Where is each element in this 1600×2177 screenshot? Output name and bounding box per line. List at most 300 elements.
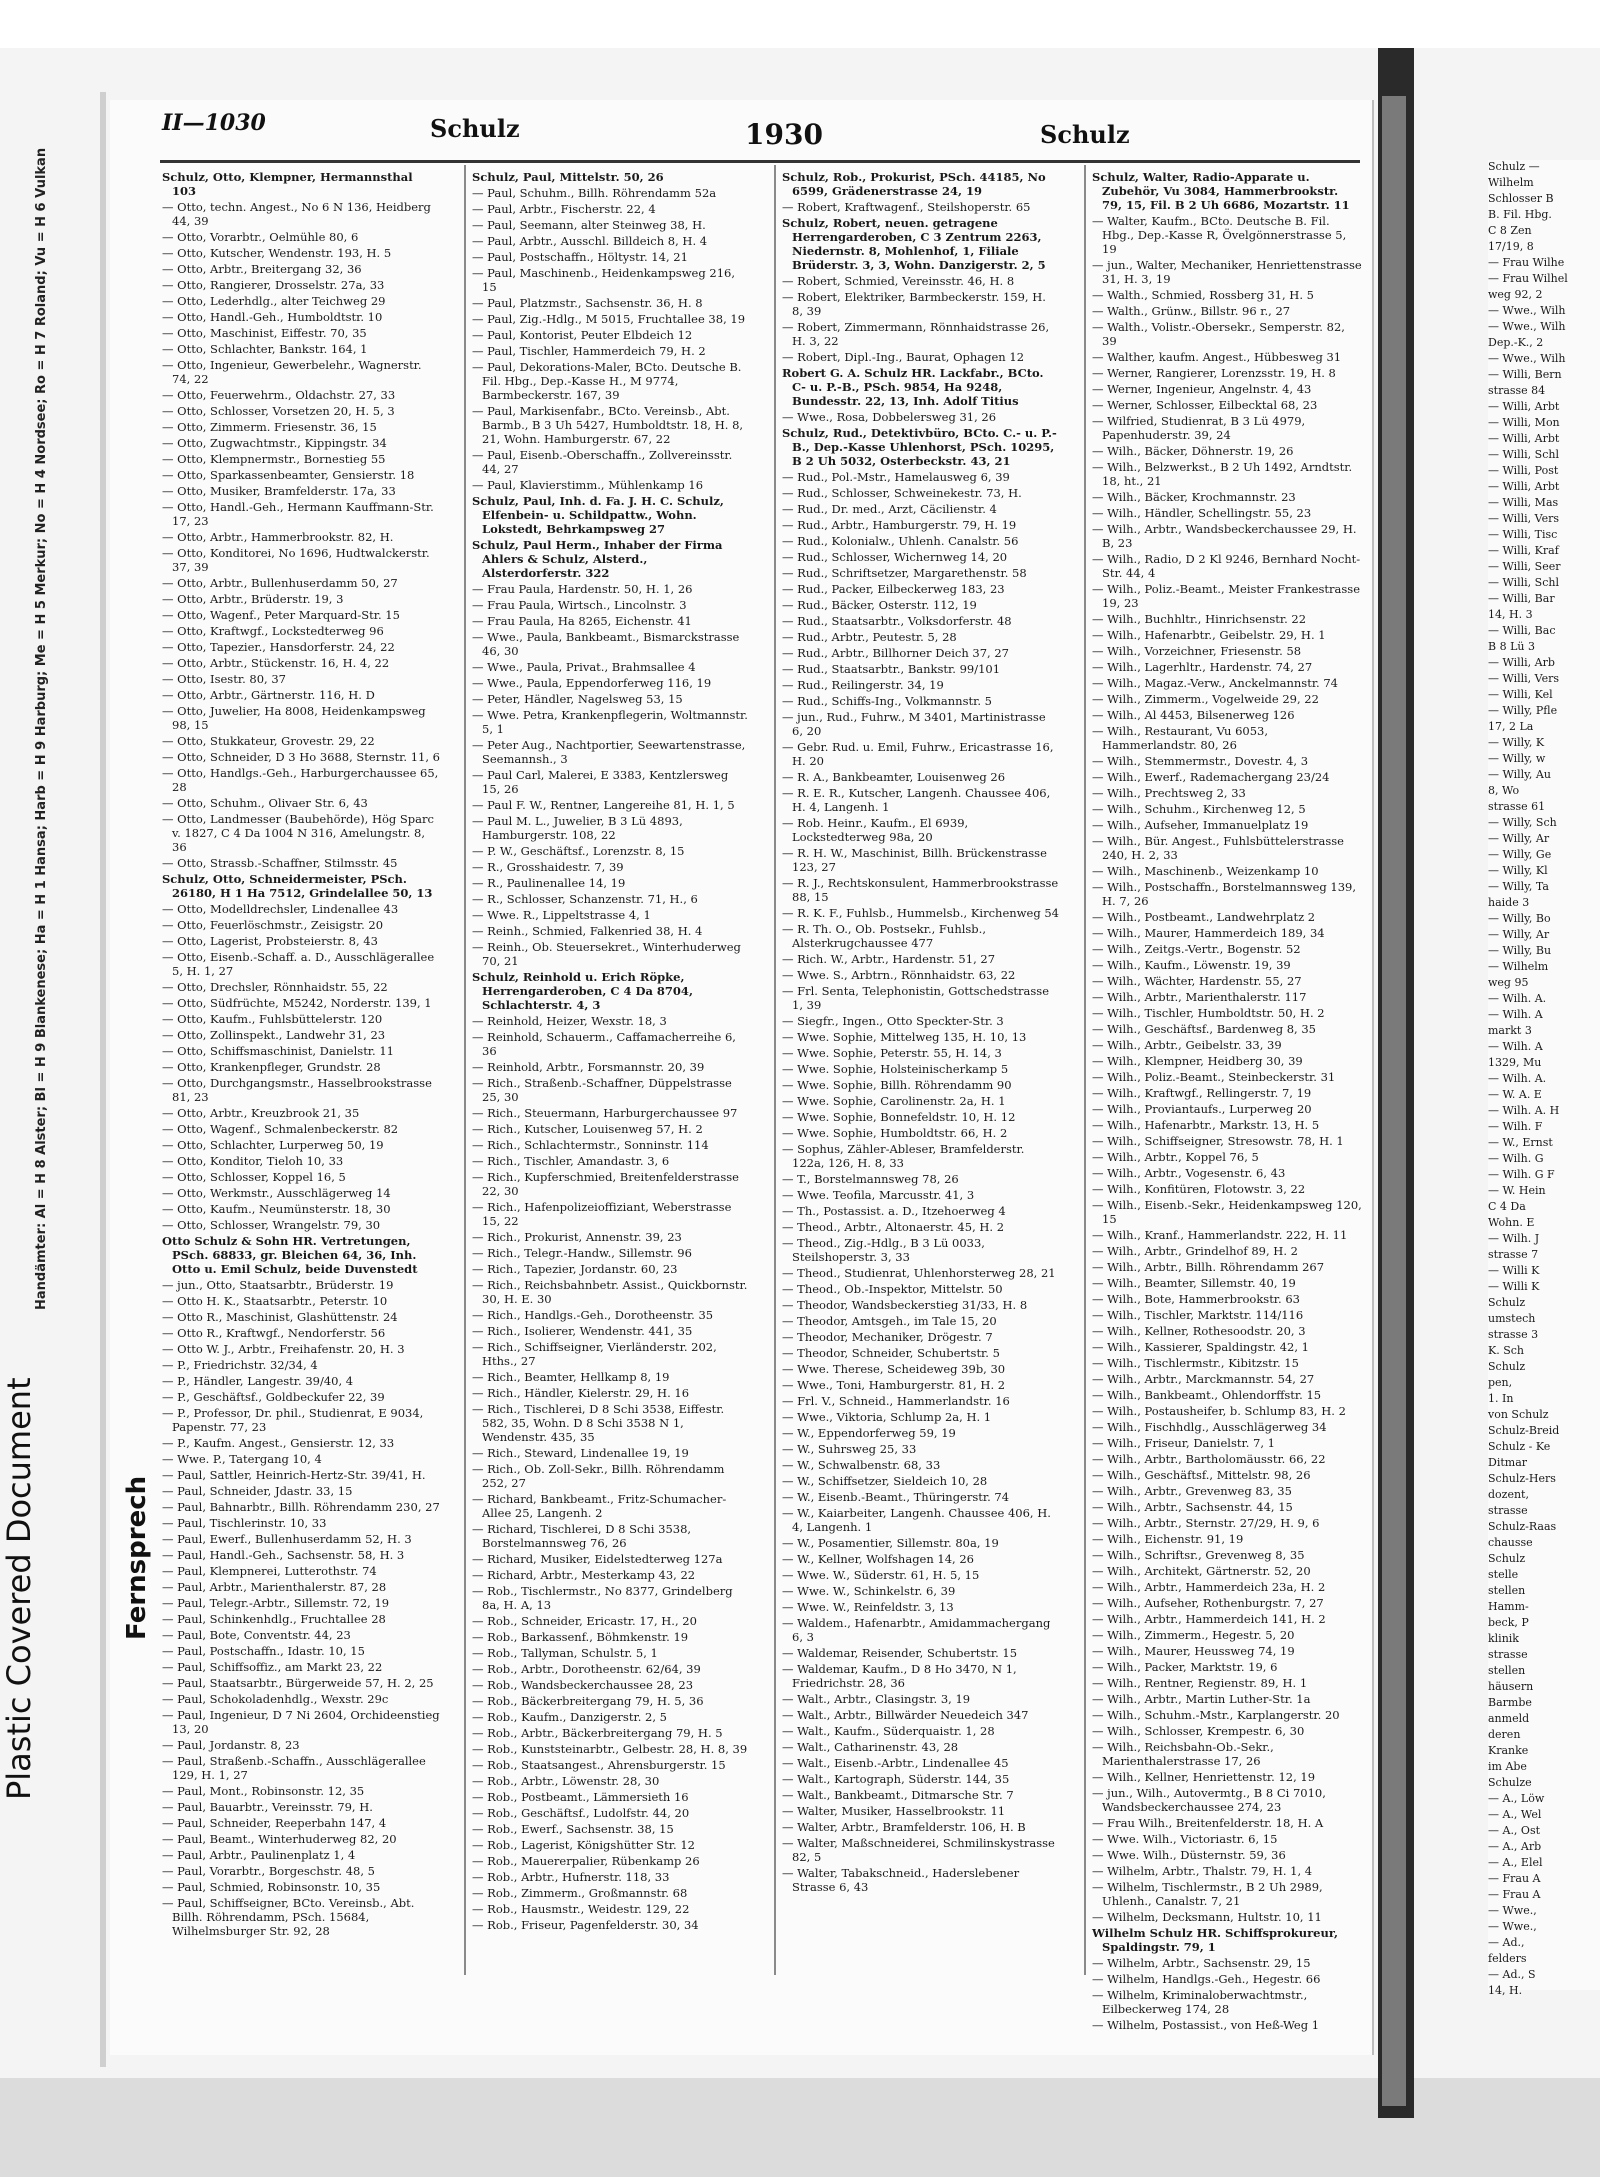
next-page-line: — Frau Wilhe [1488, 256, 1565, 269]
directory-entry: — Otto, Krankenpfleger, Grundstr. 28 [162, 1060, 381, 1074]
directory-entry: — Paul, Sattler, Heinrich-Hertz-Str. 39/41, H. [162, 1468, 426, 1482]
directory-entry: — Otto, Juwelier, Ha 8008, Heidenkampsweg 98, 15 [162, 704, 426, 732]
directory-entry: — Reinh., Ob. Steuersekret., Winterhuderweg 70, 21 [472, 940, 741, 968]
next-page-line: — Willi, Vers [1488, 512, 1560, 525]
directory-entry: — Wilh., Geschäftsf., Mittelstr. 98, 26 [1092, 1468, 1311, 1482]
directory-entry: — Rich., Schiffseigner, Vierländerstr. 202, Hths., 27 [472, 1340, 717, 1368]
directory-entry: — Rob., Postbeamt., Lämmersieth 16 [472, 1790, 689, 1804]
directory-entry: — Rob., Mauererpalier, Rübenkamp 26 [472, 1854, 700, 1868]
directory-entry: — Wilh., Eisenb.-Sekr., Heidenkampsweg 120, 15 [1092, 1198, 1362, 1226]
next-page-line: im Abe [1488, 1760, 1527, 1773]
directory-entry: — Gebr. Rud. u. Emil, Fuhrw., Ericastrasse 16, H. 20 [782, 740, 1054, 768]
directory-entry: — Wwe. W., Schinkelstr. 6, 39 [782, 1584, 956, 1598]
directory-entry: — Wilh., Konfitüren, Flotowstr. 3, 22 [1092, 1182, 1306, 1196]
directory-entry: Schulz, Rob., Prokurist, PSch. 44185, No 6599, Grädenerstrasse 24, 19 [782, 170, 1046, 198]
directory-entry: — Wwe. S., Arbtrn., Rönnhaidstr. 63, 22 [782, 968, 1016, 982]
directory-entry: — Wilh., Schiffseigner, Stresowstr. 78, H. 1 [1092, 1134, 1344, 1148]
directory-entry: — jun., Wilh., Autovermtg., B 8 Ci 7010, Wandsbeckerchaussee 274, 23 [1092, 1786, 1326, 1814]
directory-entry: — Rich., Straßenb.-Schaffner, Düppelstrasse 25, 30 [472, 1076, 732, 1104]
directory-entry: — Rud., Reilingerstr. 34, 19 [782, 678, 944, 692]
directory-entry: — Rob., Arbtr., Bäckerbreitergang 79, H. 5 [472, 1726, 723, 1740]
next-page-line: — Frau A [1488, 1872, 1541, 1885]
directory-entry: — Otto, Kutscher, Wendenstr. 193, H. 5 [162, 246, 392, 260]
directory-entry: — Otto, Lederhdlg., alter Teichweg 29 [162, 294, 386, 308]
directory-entry: — Paul, Schinkenhdlg., Fruchtallee 28 [162, 1612, 386, 1626]
directory-entry: — Wilh., Radio, D 2 Kl 9246, Bernhard Nocht-Str. 44, 4 [1092, 552, 1361, 580]
directory-entry: — Rich., Reichsbahnbetr. Assist., Quickbornstr. 30, H. E. 30 [472, 1278, 748, 1306]
next-page-line: 17, 2 La [1488, 720, 1534, 733]
directory-entry: — Rob., Zimmerm., Großmannstr. 68 [472, 1886, 688, 1900]
directory-entry: — Paul, Bauarbtr., Vereinsstr. 79, H. [162, 1800, 373, 1814]
next-page-line: — Willi, Seer [1488, 560, 1561, 573]
directory-entry: — Frau Paula, Ha 8265, Eichenstr. 41 [472, 614, 692, 628]
directory-entry: — Wilh., Maurer, Heussweg 74, 19 [1092, 1644, 1295, 1658]
page-number: II—1030 [162, 110, 266, 136]
directory-entry: — Robert, Dipl.-Ing., Baurat, Ophagen 12 [782, 350, 1025, 364]
next-page-line: — A., Arb [1488, 1840, 1542, 1853]
next-page-line: Barmbe [1488, 1696, 1532, 1709]
directory-entry: — Otto, Ingenieur, Gewerbelehr., Wagnerstr. 74, 22 [162, 358, 422, 386]
directory-entry: — Wwe., Paula, Bankbeamt., Bismarckstrasse 46, 30 [472, 630, 740, 658]
directory-entry: — Wilhelm, Postassist., von Heß-Weg 1 [1092, 2018, 1320, 2032]
directory-entry: — Waldemar, Kaufm., D 8 Ho 3470, N 1, Friedrichstr. 28, 36 [782, 1662, 1017, 1690]
next-page-line: umstech [1488, 1312, 1536, 1325]
fernsprech-title: Fernsprech [122, 1475, 152, 1640]
directory-entry: — Wilh., Kassierer, Spaldingstr. 42, 1 [1092, 1340, 1309, 1354]
directory-entry: — Otto, Arbtr., Gärtnerstr. 116, H. D [162, 688, 375, 702]
directory-entry: — Rich., Ob. Zoll-Sekr., Billh. Röhrendamm 252, 27 [472, 1462, 725, 1490]
directory-entry: — Otto H. K., Staatsarbtr., Peterstr. 10 [162, 1294, 388, 1308]
directory-entry: — Otto, Stukkateur, Grovestr. 29, 22 [162, 734, 375, 748]
directory-column-3 [782, 170, 1060, 1970]
directory-entry: — Otto, Zimmerm. Friesenstr. 36, 15 [162, 420, 377, 434]
directory-entry: — Rob., Tallyman, Schulstr. 5, 1 [472, 1646, 658, 1660]
directory-entry: — Wilh., Schuhm.-Mstr., Karplangerstr. 20 [1092, 1708, 1340, 1722]
directory-entry: — Paul, Postschaffn., Idastr. 10, 15 [162, 1644, 365, 1658]
directory-entry: — Otto, Schlosser, Koppel 16, 5 [162, 1170, 346, 1184]
next-page-line: — Willi, Arb [1488, 656, 1555, 669]
next-page-line: — Wilh. A. H [1488, 1104, 1560, 1117]
surname-heading-right: Schulz [1040, 120, 1130, 149]
next-page-line: Dep.-K., 2 [1488, 336, 1544, 349]
directory-entry: — Rud., Arbtr., Peutestr. 5, 28 [782, 630, 957, 644]
directory-entry: — Wilh., Maschinenb., Weizenkamp 10 [1092, 864, 1319, 878]
next-page-line: 8, Wo [1488, 784, 1520, 797]
directory-entry: — Werner, Ingenieur, Angelnstr. 4, 43 [1092, 382, 1312, 396]
directory-entry: — Wilhelm, Tischlermstr., B 2 Uh 2989, Uhlenh., Canalstr. 7, 21 [1092, 1880, 1323, 1908]
directory-entry: — Wilhelm, Kriminaloberwachtmstr., Eilbeckerweg 174, 28 [1092, 1988, 1308, 2016]
directory-entry: — Wilh., Arbtr., Wandsbeckerchaussee 29, H. B, 23 [1092, 522, 1357, 550]
directory-entry: — Wilh., Maurer, Hammerdeich 189, 34 [1092, 926, 1325, 940]
directory-entry: — Wilh., Al 4453, Bilsenerweg 126 [1092, 708, 1295, 722]
directory-entry: — Rob., Barkassenf., Böhmkenstr. 19 [472, 1630, 689, 1644]
directory-entry: — Wilh., Packer, Marktstr. 19, 6 [1092, 1660, 1278, 1674]
directory-entry: — Rud., Staatsarbtr., Volksdorferstr. 48 [782, 614, 1012, 628]
directory-entry: — Paul, Seemann, alter Steinweg 38, H. [472, 218, 706, 232]
next-page-line: strasse 7 [1488, 1248, 1539, 1261]
directory-entry: — Paul, Staatsarbtr., Bürgerweide 57, H. 2, 25 [162, 1676, 434, 1690]
directory-entry: — Rob., Arbtr., Löwenstr. 28, 30 [472, 1774, 660, 1788]
directory-entry: — R. Th. O., Ob. Postsekr., Fuhlsb., Alsterkrugchaussee 477 [782, 922, 986, 950]
directory-entry: — Otto, Feuerwehrm., Oldachstr. 27, 33 [162, 388, 396, 402]
directory-entry: — Walter, Musiker, Hasselbrookstr. 11 [782, 1804, 1006, 1818]
directory-entry: — Waldemar, Reisender, Schubertstr. 15 [782, 1646, 1018, 1660]
directory-entry: — Wwe. Sophie, Peterstr. 55, H. 14, 3 [782, 1046, 1002, 1060]
directory-entry: — Otto, Schlosser, Wrangelstr. 79, 30 [162, 1218, 381, 1232]
next-page-line: stellen [1488, 1584, 1526, 1597]
directory-entry: — Otto, Wagenf., Peter Marquard-Str. 15 [162, 608, 400, 622]
next-page-line: — W., Ernst [1488, 1136, 1553, 1149]
next-page-line: — Willy, Ar [1488, 832, 1550, 845]
directory-entry: — Walter, Maßschneiderei, Schmilinskystrasse 82, 5 [782, 1836, 1055, 1864]
next-page-line: Schulz-Breid [1488, 1424, 1560, 1437]
next-page-line: — Willy, Pfle [1488, 704, 1558, 717]
next-page-line: Ditmar [1488, 1456, 1528, 1469]
directory-entry: — Paul, Straßenb.-Schaffn., Ausschlägerallee 129, H. 1, 27 [162, 1754, 426, 1782]
directory-entry: — Wilh., Zimmerm., Hegestr. 5, 20 [1092, 1628, 1295, 1642]
directory-entry: — Theod., Arbtr., Altonaerstr. 45, H. 2 [782, 1220, 1005, 1234]
directory-entry: — Walt., Kartograph, Süderstr. 144, 35 [782, 1772, 1010, 1786]
next-page-line: — Willi, Schl [1488, 576, 1559, 589]
directory-entry: — Wilh., Klempner, Heidberg 30, 39 [1092, 1054, 1303, 1068]
next-page-line: von Schulz [1488, 1408, 1549, 1421]
directory-entry: — Rob., Arbtr., Hufnerstr. 118, 33 [472, 1870, 670, 1884]
directory-entry: — Rob., Arbtr., Dorotheenstr. 62/64, 39 [472, 1662, 701, 1676]
directory-entry: — Wwe. Teofila, Marcusstr. 41, 3 [782, 1188, 975, 1202]
next-page-line: — Willi, Mas [1488, 496, 1559, 509]
directory-entry: — Rich., Steuermann, Harburgerchaussee 97 [472, 1106, 738, 1120]
directory-entry: — Wilhelm, Arbtr., Thalstr. 79, H. 1, 4 [1092, 1864, 1313, 1878]
directory-entry: — Otto, Kaufm., Fuhlsbüttelerstr. 120 [162, 1012, 383, 1026]
directory-entry: — Wwe., Rosa, Dobbelersweg 31, 26 [782, 410, 997, 424]
directory-entry: — Wilh., Bür. Angest., Fuhlsbüttelerstrasse 240, H. 2, 33 [1092, 834, 1344, 862]
next-page-line: — Willy, Kl [1488, 864, 1548, 877]
directory-entry: — Paul, Jordanstr. 8, 23 [162, 1738, 300, 1752]
next-page-line: — Wilh. A. [1488, 992, 1547, 1005]
next-page-line: — Wilh. G [1488, 1152, 1544, 1165]
directory-entry: — Rich., Tapezier, Jordanstr. 60, 23 [472, 1262, 678, 1276]
directory-entry: — Rich., Kupferschmied, Breitenfelderstrasse 22, 30 [472, 1170, 739, 1198]
column-divider [464, 165, 466, 1975]
directory-entry: — W., Eisenb.-Beamt., Thüringerstr. 74 [782, 1490, 1010, 1504]
directory-entry: — Wilh., Kellner, Henriettenstr. 12, 19 [1092, 1770, 1316, 1784]
directory-entry: — Wilh., Zimmerm., Vogelweide 29, 22 [1092, 692, 1319, 706]
directory-entry: — Otto, Südfrüchte, M5242, Norderstr. 139, 1 [162, 996, 432, 1010]
next-page-line: — Wwe., Wilh [1488, 304, 1566, 317]
next-page-line: beck, P [1488, 1616, 1529, 1629]
directory-entry: — Rob., Schneider, Ericastr. 17, H., 20 [472, 1614, 697, 1628]
next-page-line: Wohn. E [1488, 1216, 1535, 1229]
directory-column-2 [472, 170, 750, 1970]
directory-entry: — Paul, Ingenieur, D 7 Ni 2604, Orchideenstieg 13, 20 [162, 1708, 440, 1736]
directory-entry: — Rob., Kaufm., Danzigerstr. 2, 5 [472, 1710, 667, 1724]
next-page-line: — Wilh. A [1488, 1040, 1543, 1053]
directory-entry: — Wilh., Kranf., Hammerlandstr. 222, H. 11 [1092, 1228, 1348, 1242]
directory-entry: — Rud., Schlosser, Schweinekestr. 73, H. [782, 486, 1022, 500]
directory-entry: — W., Kaiarbeiter, Langenh. Chaussee 406, H. 4, Langenh. 1 [782, 1506, 1051, 1534]
directory-entry: — Otto R., Kraftwgf., Nendorferstr. 56 [162, 1326, 386, 1340]
next-page-line: — Willy, Ta [1488, 880, 1549, 893]
directory-entry: Schulz, Reinhold u. Erich Röpke, Herrengarderoben, C 4 Da 8704, Schlachterstr. 4, 3 [472, 970, 693, 1012]
directory-entry: — Reinhold, Schauerm., Caffamacherreihe 6, 36 [472, 1030, 736, 1058]
next-page-line: — Wilh. G F [1488, 1168, 1555, 1181]
directory-entry: — R. A., Bankbeamter, Louisenweg 26 [782, 770, 1006, 784]
directory-entry: — Wilh., Arbtr., Koppel 76, 5 [1092, 1150, 1259, 1164]
next-page-line: chausse [1488, 1536, 1533, 1549]
directory-entry: — P., Kaufm. Angest., Gensierstr. 12, 33 [162, 1436, 395, 1450]
next-page-line: — W. Hein [1488, 1184, 1546, 1197]
directory-entry: — Wilh., Arbtr., Martin Luther-Str. 1a [1092, 1692, 1311, 1706]
directory-entry: — Theodor, Schneider, Schubertstr. 5 [782, 1346, 1000, 1360]
directory-entry: — Rud., Packer, Eilbeckerweg 183, 23 [782, 582, 1005, 596]
directory-entry: — Walth., Volistr.-Obersekr., Semperstr. 82, 39 [1092, 320, 1345, 348]
directory-entry: — Wilh., Postschaffn., Borstelmannsweg 139, H. 7, 26 [1092, 880, 1356, 908]
next-page-line: — Willi, Arbt [1488, 400, 1560, 413]
next-page-line: B 8 Lü 3 [1488, 640, 1535, 653]
directory-entry: — Paul Carl, Malerei, E 3383, Kentzlersweg 15, 26 [472, 768, 729, 796]
top-margin [0, 0, 1600, 48]
directory-entry: — Paul, Klavierstimm., Mühlenkamp 16 [472, 478, 704, 492]
directory-column-4 [1092, 170, 1362, 2032]
directory-entry: — Wilh., Arbtr., Geibelstr. 33, 39 [1092, 1038, 1282, 1052]
directory-entry: — Otto, Konditorei, No 1696, Hudtwalckerstr. 37, 39 [162, 546, 430, 574]
directory-entry: — Otto, Schiffsmaschinist, Danielstr. 11 [162, 1044, 394, 1058]
directory-entry: — Otto, Handlgs.-Geh., Harburgerchaussee 65, 28 [162, 766, 439, 794]
page-header [160, 110, 1360, 154]
directory-entry: — Paul, Kontorist, Peuter Elbdeich 12 [472, 328, 693, 342]
directory-entry: — Wilh., Arbtr., Marienthalerstr. 117 [1092, 990, 1307, 1004]
next-page-line: — A., Ost [1488, 1824, 1541, 1837]
directory-entry: — Siegfr., Ingen., Otto Speckter-Str. 3 [782, 1014, 1004, 1028]
directory-entry: — P., Geschäftsf., Goldbeckufer 22, 39 [162, 1390, 385, 1404]
fernsprech-sidebar [112, 140, 156, 1640]
directory-entry: Otto Schulz & Sohn HR. Vertretungen, PSch. 68833, gr. Bleichen 64, 36, Inh. Otto u. Emil Schulz, beide Duvenstedt [162, 1234, 418, 1276]
next-page-line: — Wilh. A [1488, 1008, 1543, 1021]
directory-entry: — Theodor, Wandsbeckerstieg 31/33, H. 8 [782, 1298, 1028, 1312]
directory-entry: — Wilh., Postausheifer, b. Schlump 83, H. 2 [1092, 1404, 1346, 1418]
directory-entry: — Paul, Eisenb.-Oberschaffn., Zollvereinsstr. 44, 27 [472, 448, 733, 476]
directory-entry: — Robert, Kraftwagenf., Steilshoperstr. 65 [782, 200, 1031, 214]
directory-entry: — Rich., Telegr.-Handw., Sillemstr. 96 [472, 1246, 692, 1260]
directory-entry: — Wilh., Stemmermstr., Dovestr. 4, 3 [1092, 754, 1309, 768]
directory-entry: — Wwe. Sophie, Carolinenstr. 2a, H. 1 [782, 1094, 1006, 1108]
directory-entry: — Paul, Schokoladenhdlg., Wexstr. 29c [162, 1692, 389, 1706]
directory-entry: — Rob., Staatsangest., Ahrensburgerstr. 15 [472, 1758, 726, 1772]
next-page-line: Schulze [1488, 1776, 1532, 1789]
directory-entry: — Wilh., Aufseher, Rothenburgstr. 7, 27 [1092, 1596, 1324, 1610]
next-page-line: — Ad., S [1488, 1968, 1536, 1981]
directory-entry: — Paul, Schiffseigner, BCto. Vereinsb., Abt. Billh. Röhrendamm, PSch. 15684, Wilhelmsburger Str. 92, 28 [162, 1896, 415, 1938]
next-page-line: B. Fil. Hbg. [1488, 208, 1552, 221]
next-page-fragment [1488, 160, 1600, 1997]
directory-entry: — Wilhelm, Handlgs.-Geh., Hegestr. 66 [1092, 1972, 1321, 1986]
directory-entry: — W., Eppendorferweg 59, 19 [782, 1426, 956, 1440]
directory-entry: — Otto R., Maschinist, Glashüttenstr. 24 [162, 1310, 398, 1324]
next-page-line: weg 95 [1488, 976, 1529, 989]
directory-entry: Schulz, Robert, neuen. getragene Herrengarderoben, C 3 Zentrum 2263, Niedernstr. 8, Mohlenhof, 1, Filiale Brüderstr. 3, 3, Wohn. Danzigerstr. 2, 5 [782, 216, 1046, 272]
directory-entry: — Paul, Tischlerinstr. 10, 33 [162, 1516, 327, 1530]
directory-entry: — P., Händler, Langestr. 39/40, 4 [162, 1374, 354, 1388]
directory-entry: — Reinhold, Arbtr., Forsmannstr. 20, 39 [472, 1060, 705, 1074]
directory-entry: — Wilh., Tischler, Humboldtstr. 50, H. 2 [1092, 1006, 1325, 1020]
directory-entry: — jun., Rud., Fuhrw., M 3401, Martinistrasse 6, 20 [782, 710, 1046, 738]
next-page-line: — Willi, Bar [1488, 592, 1555, 605]
directory-entry: — Wwe. Sophie, Billh. Röhrendamm 90 [782, 1078, 1012, 1092]
directory-entry: — Otto, Zugwachtmstr., Kippingstr. 34 [162, 436, 387, 450]
directory-entry: — P., Professor, Dr. phil., Studienrat, E 9034, Papenstr. 77, 23 [162, 1406, 424, 1434]
directory-entry: — Walt., Kaufm., Süderquaistr. 1, 28 [782, 1724, 995, 1738]
directory-entry: Schulz, Paul, Mittelstr. 50, 26 [472, 170, 664, 184]
next-page-line: — Willy, Ge [1488, 848, 1552, 861]
directory-entry: — Otto, Handl.-Geh., Hermann Kauffmann-Str. 17, 23 [162, 500, 434, 528]
directory-entry: — Wilh., Poliz.-Beamt., Meister Frankestrasse 19, 23 [1092, 582, 1360, 610]
directory-entry: — Sophus, Zähler-Ableser, Bramfelderstr. 122a, 126, H. 8, 33 [782, 1142, 1025, 1170]
next-page-line: Wilhelm [1488, 176, 1534, 189]
directory-entry: — Frau Paula, Hardenstr. 50, H. 1, 26 [472, 582, 693, 596]
directory-entry: — Reinhold, Heizer, Wexstr. 18, 3 [472, 1014, 667, 1028]
directory-entry: — Theodor, Mechaniker, Drögestr. 7 [782, 1330, 993, 1344]
directory-entry: — Paul, Ewerf., Bullenhuserdamm 52, H. 3 [162, 1532, 412, 1546]
directory-entry: — Wilh., Beamter, Sillemstr. 40, 19 [1092, 1276, 1296, 1290]
directory-entry: — Wilh., Geschäftsf., Bardenweg 8, 35 [1092, 1022, 1316, 1036]
next-page-line: markt 3 [1488, 1024, 1532, 1037]
next-page-line: — Willi, Kraf [1488, 544, 1559, 557]
directory-entry: — T., Borstelmannsweg 78, 26 [782, 1172, 959, 1186]
next-page-line: felders [1488, 1952, 1527, 1965]
next-page-line: K. Sch [1488, 1344, 1524, 1357]
next-page-line: — Willy, Au [1488, 768, 1551, 781]
directory-entry: — Wwe., Toni, Hamburgerstr. 81, H. 2 [782, 1378, 1006, 1392]
directory-entry: — Wilh., Zeitgs.-Vertr., Bogenstr. 52 [1092, 942, 1301, 956]
directory-entry: — Rich., Steward, Lindenallee 19, 19 [472, 1446, 689, 1460]
directory-entry: — Wilh., Ewerf., Rademachergang 23/24 [1092, 770, 1330, 784]
directory-entry: Schulz, Paul Herm., Inhaber der Firma Ahlers & Schulz, Alsterd., Alsterdorferstr. 322 [472, 538, 723, 580]
directory-entry: — Otto, Zollinspekt., Landwehr 31, 23 [162, 1028, 386, 1042]
directory-entry: — Wilh., Arbtr., Sachsenstr. 44, 15 [1092, 1500, 1293, 1514]
directory-entry: — R. E. R., Kutscher, Langenh. Chaussee 406, H. 4, Langenh. 1 [782, 786, 1051, 814]
next-page-line: häusern [1488, 1680, 1534, 1693]
directory-entry: — W., Schiffsetzer, Sieldeich 10, 28 [782, 1474, 988, 1488]
directory-entry: Schulz, Rud., Detektivbüro, BCto. C.- u. P.-B., Dep.-Kasse Uhlenhorst, PSch. 10295, B 2 Uh 5032, Osterbeckstr. 43, 21 [782, 426, 1057, 468]
directory-entry: — Theod., Zig.-Hdlg., B 3 Lü 0033, Steilshoperstr. 3, 33 [782, 1236, 985, 1264]
directory-entry: — Paul, Vorarbtr., Borgeschstr. 48, 5 [162, 1864, 375, 1878]
next-page-line: 14, H. [1488, 1984, 1523, 1997]
directory-entry: — Walt., Bankbeamt., Ditmarsche Str. 7 [782, 1788, 1014, 1802]
next-page-line: pen, [1488, 1376, 1513, 1389]
directory-entry: — Wilh., Buchhltr., Hinrichsenstr. 22 [1092, 612, 1307, 626]
directory-entry: — Paul, Mont., Robinsonstr. 12, 35 [162, 1784, 365, 1798]
directory-entry: — Richard, Tischlerei, D 8 Schi 3538, Borstelmannsweg 76, 26 [472, 1522, 692, 1550]
directory-entry: — Wwe. Sophie, Bonnefeldstr. 10, H. 12 [782, 1110, 1016, 1124]
next-page-line: — Wwe., Wilh [1488, 352, 1566, 365]
directory-entry: — Wilh., Reichsbahn-Ob.-Sekr., Marienthalerstrasse 17, 26 [1092, 1740, 1274, 1768]
next-page-line: — Frau A [1488, 1888, 1541, 1901]
directory-entry: Schulz, Otto, Schneidermeister, PSch. 26180, H 1 Ha 7512, Grindelallee 50, 13 [162, 872, 433, 900]
directory-entry: — Wilh., Postbeamt., Landwehrplatz 2 [1092, 910, 1316, 924]
directory-entry: — Rich., Isolierer, Wendenstr. 441, 35 [472, 1324, 693, 1338]
next-page-line: dozent, [1488, 1488, 1529, 1501]
directory-entry: — Theodor, Amtsgeh., im Tale 15, 20 [782, 1314, 997, 1328]
directory-entry: — Walter, Arbtr., Bramfelderstr. 106, H. B [782, 1820, 1026, 1834]
directory-entry: — Wilh., Arbtr., Grindelhof 89, H. 2 [1092, 1244, 1298, 1258]
next-page-line: — Frau Wilhel [1488, 272, 1568, 285]
directory-entry: — Wilh., Aufseher, Immanuelplatz 19 [1092, 818, 1309, 832]
directory-entry: — Otto, Schlachter, Lurperweg 50, 19 [162, 1138, 384, 1152]
directory-entry: — Otto, Arbtr., Brüderstr. 19, 3 [162, 592, 344, 606]
next-page-line: Kranke [1488, 1744, 1529, 1757]
directory-entry: — Wilh., Arbtr., Bartholomäusstr. 66, 22 [1092, 1452, 1326, 1466]
directory-entry: — Paul, Schneider, Jdastr. 33, 15 [162, 1484, 353, 1498]
directory-entry: — Otto, Landmesser (Baubehörde), Hög Sparc v. 1827, C 4 Da 1004 N 316, Amelungstr. 8, 36 [162, 812, 434, 854]
directory-entry: — Wwe. Sophie, Holsteinischerkamp 5 [782, 1062, 1009, 1076]
next-page-line: anmeld [1488, 1712, 1530, 1725]
directory-entry: — Paul, Markisenfabr., BCto. Vereinsb., Abt. Barmb., B 3 Uh 5427, Humboldtstr. 18, H. 8, 21, Wohn. Hamburgerstr. 67, 22 [472, 404, 744, 446]
directory-entry: — Paul, Platzmstr., Sachsenstr. 36, H. 8 [472, 296, 703, 310]
next-page-line: strasse 3 [1488, 1328, 1539, 1341]
next-page-line: — Willi, Mon [1488, 416, 1560, 429]
directory-entry: — Otto, Strassb.-Schaffner, Stilmsstr. 45 [162, 856, 398, 870]
directory-entry: — Rud., Arbtr., Billhorner Deich 37, 27 [782, 646, 1009, 660]
header-rule [160, 160, 1360, 163]
directory-entry: — Wwe. P., Tatergang 10, 4 [162, 1452, 322, 1466]
directory-entry: — jun., Walter, Mechaniker, Henriettenstrasse 31, H. 3, 19 [1092, 258, 1362, 286]
directory-entry: — Wwe. Sophie, Humboldtstr. 66, H. 2 [782, 1126, 1008, 1140]
next-page-line: — A., Löw [1488, 1792, 1545, 1805]
directory-entry: — Wilh., Arbtr., Hammerdeich 23a, H. 2 [1092, 1580, 1326, 1594]
bottom-margin [0, 2078, 1600, 2177]
directory-entry: — P., Friedrichstr. 32/34, 4 [162, 1358, 318, 1372]
directory-entry: — Wilh., Arbtr., Vogesenstr. 6, 43 [1092, 1166, 1286, 1180]
directory-entry: — Wilh., Hafenarbtr., Markstr. 13, H. 5 [1092, 1118, 1320, 1132]
directory-entry: — Otto, Maschinist, Eiffestr. 70, 35 [162, 326, 367, 340]
directory-year: 1930 [745, 118, 823, 151]
directory-entry: — Walt., Eisenb.-Arbtr., Lindenallee 45 [782, 1756, 1009, 1770]
directory-entry: — Wilh., Prechtsweg 2, 33 [1092, 786, 1246, 800]
directory-entry: — Wilh., Arbtr., Hammerdeich 141, H. 2 [1092, 1612, 1326, 1626]
directory-entry: — R., Grosshaidestr. 7, 39 [472, 860, 624, 874]
directory-entry: — Wwe. W., Süderstr. 61, H. 5, 15 [782, 1568, 980, 1582]
directory-entry: — Wwe. W., Reinfeldstr. 3, 13 [782, 1600, 954, 1614]
directory-entry: — Walth., Schmied, Rossberg 31, H. 5 [1092, 288, 1314, 302]
directory-entry: — Paul, Dekorations-Maler, BCto. Deutsche B. Fil. Hbg., Dep.-Kasse H., M 9774, Barmbeckerstr. 167, 39 [472, 360, 742, 402]
directory-entry: — Wwe. Wilh., Düsternstr. 59, 36 [1092, 1848, 1286, 1862]
directory-entry: — Otto, Durchgangsmstr., Hasselbrookstrasse 81, 23 [162, 1076, 432, 1104]
directory-entry: — Wilh., Vorzeichner, Friesenstr. 58 [1092, 644, 1302, 658]
directory-entry: — R. J., Rechtskonsulent, Hammerbrookstrasse 88, 15 [782, 876, 1059, 904]
directory-entry: — Theod., Ob.-Inspektor, Mittelstr. 50 [782, 1282, 1003, 1296]
directory-entry: — Otto, Vorarbtr., Oelmühle 80, 6 [162, 230, 359, 244]
directory-entry: — Wilh., Friseur, Danielstr. 7, 1 [1092, 1436, 1275, 1450]
directory-entry: — Walter, Kaufm., BCto. Deutsche B. Fil. Hbg., Dep.-Kasse R, Övelgönnerstrasse 5, 19 [1092, 214, 1347, 256]
directory-entry: — Otto, Schlosser, Vorsetzen 20, H. 5, 3 [162, 404, 395, 418]
directory-entry: — Th., Postassist. a. D., Itzehoerweg 4 [782, 1204, 1006, 1218]
directory-entry: — Rob., Kunststeinarbtr., Gelbestr. 28, H. 8, 39 [472, 1742, 748, 1756]
directory-entry: — Paul, Arbtr., Marienthalerstr. 87, 28 [162, 1580, 387, 1594]
next-page-line: — Willy, Bu [1488, 944, 1552, 957]
directory-entry: — Rich., Tischler, Amandastr. 3, 6 [472, 1154, 670, 1168]
directory-entry: — Paul, Arbtr., Fischerstr. 22, 4 [472, 202, 656, 216]
next-page-line: Schulz-Raas [1488, 1520, 1557, 1533]
directory-entry: — Theod., Studienrat, Uhlenhorsterweg 28, 21 [782, 1266, 1056, 1280]
directory-entry: — Rud., Kolonialw., Uhlenh. Canalstr. 56 [782, 534, 1019, 548]
next-page-line: 1. In [1488, 1392, 1514, 1405]
directory-entry: — Wilh., Bote, Hammerbrookstr. 63 [1092, 1292, 1300, 1306]
directory-entry: — Wilh., Arbtr., Marckmannstr. 54, 27 [1092, 1372, 1315, 1386]
directory-entry: — Wwe. Therese, Scheideweg 39b, 30 [782, 1362, 1006, 1376]
directory-entry: — Rud., Arbtr., Hamburgerstr. 79, H. 19 [782, 518, 1017, 532]
directory-entry: Schulz, Walter, Radio-Apparate u. Zubehör, Vu 3084, Hammerbrookstr. 79, 15, Fil. B 2 Uh 6686, Mozartstr. 11 [1092, 170, 1350, 212]
directory-entry: — Rich., Händler, Kielerstr. 29, H. 16 [472, 1386, 690, 1400]
